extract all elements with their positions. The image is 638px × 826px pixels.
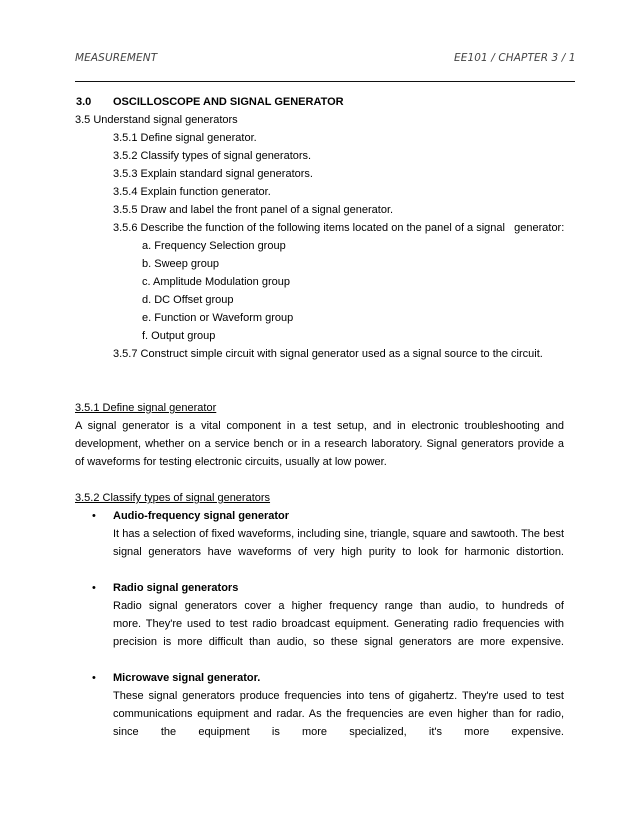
type-title: Microwave signal generator. <box>113 672 261 684</box>
classify-heading: 3.5.2 Classify types of signal generators <box>75 492 271 504</box>
outline-subitem: d. DC Offset group <box>142 294 234 306</box>
type-line: These signal generators produce frequencies into tens of gigahertz. They're used to test <box>113 690 564 702</box>
outline-item: 3.5.2 Classify types of signal generators. <box>113 150 312 162</box>
header-divider <box>75 81 575 82</box>
outline-subitem: b. Sweep group <box>142 258 220 270</box>
define-line: development, whether on a service bench or in a research laboratory. Signal generators provide a <box>75 438 564 450</box>
outline-heading: 3.5 Understand signal generators <box>75 114 238 126</box>
type-title: Audio-frequency signal generator <box>113 510 290 522</box>
type-title: Radio signal generators <box>113 582 239 594</box>
bullet-icon: • <box>92 510 96 522</box>
outline-item: 3.5.4 Explain function generator. <box>113 186 271 198</box>
type-line: more. They're used to test radio broadcast equipment. Generating radio frequencies with <box>113 618 564 630</box>
type-line: communications equipment and radar. As the frequencies are even higher than for radio, <box>113 708 564 720</box>
outline-item: 3.5.6 Describe the function of the following items located on the panel of a signal generator: <box>113 222 565 234</box>
outline-subitem: e. Function or Waveform group <box>142 312 294 324</box>
define-line: A signal generator is a vital component in a test setup, and in electronic troubleshooting and <box>75 420 564 432</box>
bullet-icon: • <box>92 672 96 684</box>
type-line: Radio signal generators cover a higher frequency range than audio, to hundreds of <box>113 600 564 612</box>
type-line: precision is more difficult than audio, so these signal generators are more expensive. <box>113 636 564 648</box>
outline-item: 3.5.5 Draw and label the front panel of a signal generator. <box>113 204 394 216</box>
outline-item: 3.5.1 Define signal generator. <box>113 132 257 144</box>
type-line: It has a selection of fixed waveforms, including sine, triangle, square and sawtooth. The best <box>113 528 564 540</box>
type-line: since the equipment is more specialized, it's more expensive. <box>113 726 564 738</box>
outline-subitem: c. Amplitude Modulation group <box>142 276 290 288</box>
outline-subitem: f. Output group <box>142 330 216 342</box>
bullet-icon: • <box>92 582 96 594</box>
define-line: of waveforms for testing electronic circuits, usually at low power. <box>75 456 387 468</box>
section-number: 3.0 <box>76 96 92 108</box>
section-title: OSCILLOSCOPE AND SIGNAL GENERATOR <box>113 96 344 108</box>
header-left-title: MEASUREMENT <box>75 52 158 64</box>
outline-item: 3.5.3 Explain standard signal generators. <box>113 168 313 180</box>
outline-subitem: a. Frequency Selection group <box>142 240 286 252</box>
outline-item: 3.5.7 Construct simple circuit with signal generator used as a signal source to the circuit. <box>113 348 543 360</box>
type-line: signal generators have waveforms of very high purity to look for harmonic distortion. <box>113 546 564 558</box>
define-heading: 3.5.1 Define signal generator <box>75 402 217 414</box>
header-chapter-label: EE101 / CHAPTER 3 / 1 <box>454 52 576 64</box>
